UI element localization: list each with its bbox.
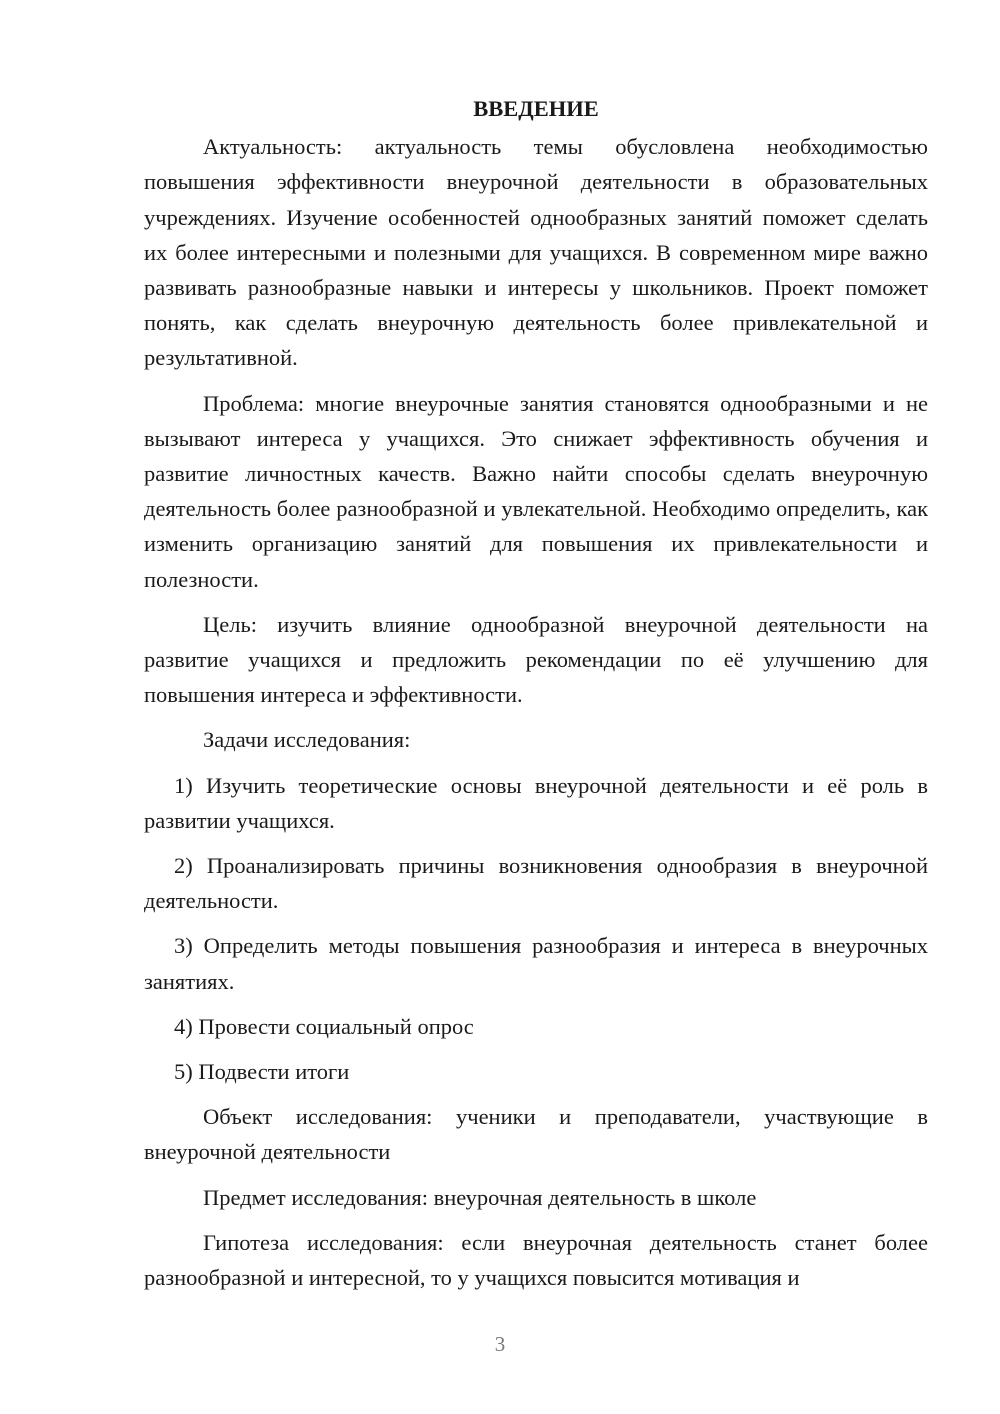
paragraph-relevance: Актуальность: актуальность темы обусловлена необходимостью повышения эффективности внеурочной деятельности в образовательных учреждениях. Изучение особенностей однообразных занятий поможет сделать их более интересными и полезными для учащихся. В современном мире важно развивать разнообразные навыки и интересы у школьников. Проект поможет понять, как сделать внеурочную деятельность более привлекательной и результативной. — [144, 134, 928, 371]
paragraph-subject: Предмет исследования: внеурочная деятельность в школе — [203, 1184, 757, 1210]
tasks-heading: Задачи исследования: — [203, 727, 411, 753]
paragraph-problem: Проблема: многие внеурочные занятия становятся однообразными и не вызывают интереса у учащихся. Это снижает эффективность обучения и развитие личностных качеств. Важно найти способы сделать внеурочную деятельность более разнообразной и увлекательной. Необходимо определить, как изменить организацию занятий для повышения их привлекательности и полезности. — [144, 390, 928, 592]
page-content — [144, 91, 928, 1295]
task-item-2: 2) Проанализировать причины возникновения однообразия в внеурочной деятельности. — [144, 853, 928, 914]
paragraph-hypothesis: Гипотеза исследования: если внеурочная деятельность станет более разнообразной и интересной, то у учащихся повысится мотивация и — [144, 1229, 928, 1291]
task-item-5: 5) Подвести итоги — [174, 1059, 350, 1085]
paragraph-goal: Цель: изучить влияние однообразной внеурочной деятельности на развитие учащихся и предложить рекомендации по её улучшению для повышения интереса и эффективности. — [144, 611, 928, 708]
page-number: 3 — [494, 1332, 506, 1356]
task-item-3: 3) Определить методы повышения разнообразия и интереса в внеурочных занятиях. — [144, 933, 928, 994]
task-item-1: 1) Изучить теоретические основы внеурочной деятельности и её роль в развитии учащихся. — [144, 772, 928, 833]
paragraph-object: Объект исследования: ученики и преподаватели, участвующие в внеурочной деятельности — [144, 1104, 928, 1165]
task-item-4: 4) Провести социальный опрос — [174, 1013, 474, 1039]
section-title: ВВЕДЕНИЕ — [473, 96, 599, 121]
